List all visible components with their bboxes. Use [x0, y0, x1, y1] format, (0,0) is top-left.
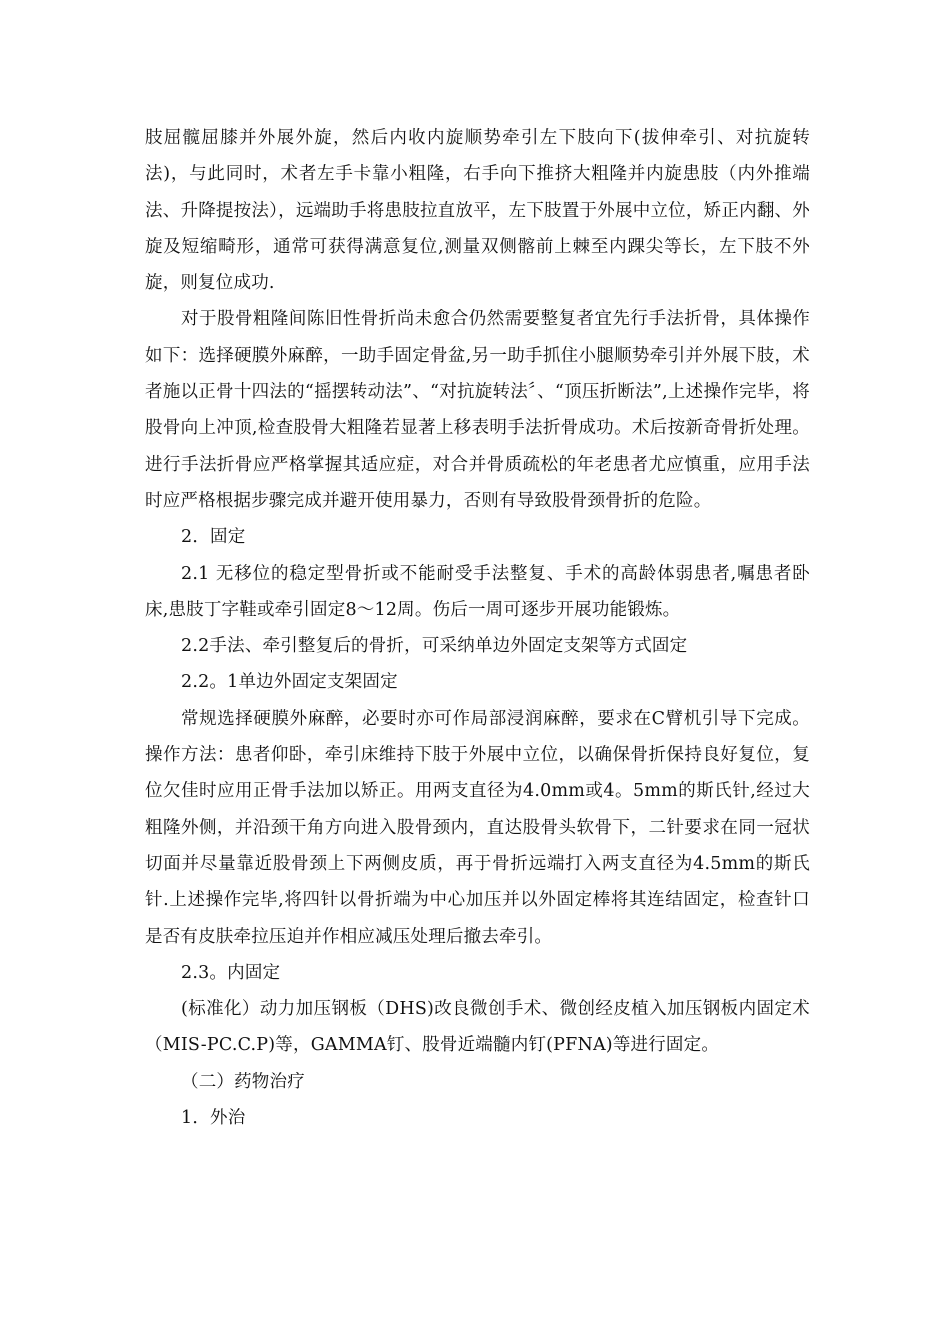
paragraph-reduction-technique: 肢屈髋屈膝并外展外旋，然后内收内旋顺势牵引左下肢向下(拔伸牵引、对抗旋转法)，与此同时，术者左手卡靠小粗隆，右手向下推挤大粗隆并内旋患肢（内外推端法、升降提按法），远端助手将患肢拉直放平，左下肢置于外展中立位，矫正内翻、外旋及短缩畸形，通常可获得满意复位,测量双侧髂前上棘至内踝尖等长，左下肢不外旋，则复位成功. [145, 128, 810, 294]
paragraph-external-fixator-procedure: 常规选择硬膜外麻醉，必要时亦可作局部浸润麻醉，要求在C臂机引导下完成。操作方法：患者仰卧，牵引床维持下肢于外展中立位，以确保骨折保持良好复位，复位欠佳时应用正骨手法加以矫正。用两支直径为4.0mm或4。5mm的斯氏针,经过大粗隆外侧，并沿颈干角方向进入股骨颈内，直达股骨头软骨下，二针要求在同一冠状切面并尽量靠近股骨颈上下两侧皮质，再于骨折远端打入两支直径为4.5mm的斯氏针.上述操作完毕,将四针以骨折端为中心加压并以外固定棒将其连结固定，检查针口是否有皮肤牵拉压迫并作相应减压处理后撤去牵引。 [145, 708, 810, 947]
document-page [145, 120, 810, 1136]
paragraph-old-fracture-manipulation: 对于股骨粗隆间陈旧性骨折尚未愈合仍然需要整复者宜先行手法折骨，具体操作如下：选择硬膜外麻醉，一助手固定骨盆,另一助手抓住小腿顺势牵引并外展下肢，术者施以正骨十四法的“摇摆转动法”、“对抗旋转法〞、“顶压折断法”,上述操作完毕，将股骨向上冲顶,检查股骨大粗隆若显著上移表明手法折骨成功。术后按新奇骨折处理。进行手法折骨应严格掌握其适应症，对合并骨质疏松的年老患者尤应慎重，应用手法时应严格根据步骤完成并避开使用暴力，否则有导致股骨颈骨折的危险。 [145, 309, 810, 511]
paragraph-internal-fixation-methods: (标准化）动力加压钢板（DHS)改良微创手术、微创经皮植入加压钢板内固定术（MIS-PC.C.P)等，GAMMA钉、股骨近端髓内钉(PFNA)等进行固定。 [145, 999, 810, 1056]
heading-external-treatment: 1．外治 [181, 1108, 246, 1129]
heading-fixation: 2．固定 [181, 527, 246, 548]
heading-drug-treatment: （二）药物治疗 [181, 1071, 305, 1092]
heading-external-fixator: 2.2。1单边外固定支架固定 [181, 672, 398, 693]
heading-internal-fixation: 2.3。内固定 [181, 962, 281, 983]
paragraph-traction-fixation: 2.2手法、牵引整复后的骨折，可采纳单边外固定支架等方式固定 [181, 636, 688, 657]
paragraph-stable-fracture: 2.1 无移位的稳定型骨折或不能耐受手法整复、手术的高龄体弱患者,嘱患者卧床,患肢丁字鞋或牵引固定8～12周。伤后一周可逐步开展功能锻炼。 [145, 563, 810, 620]
